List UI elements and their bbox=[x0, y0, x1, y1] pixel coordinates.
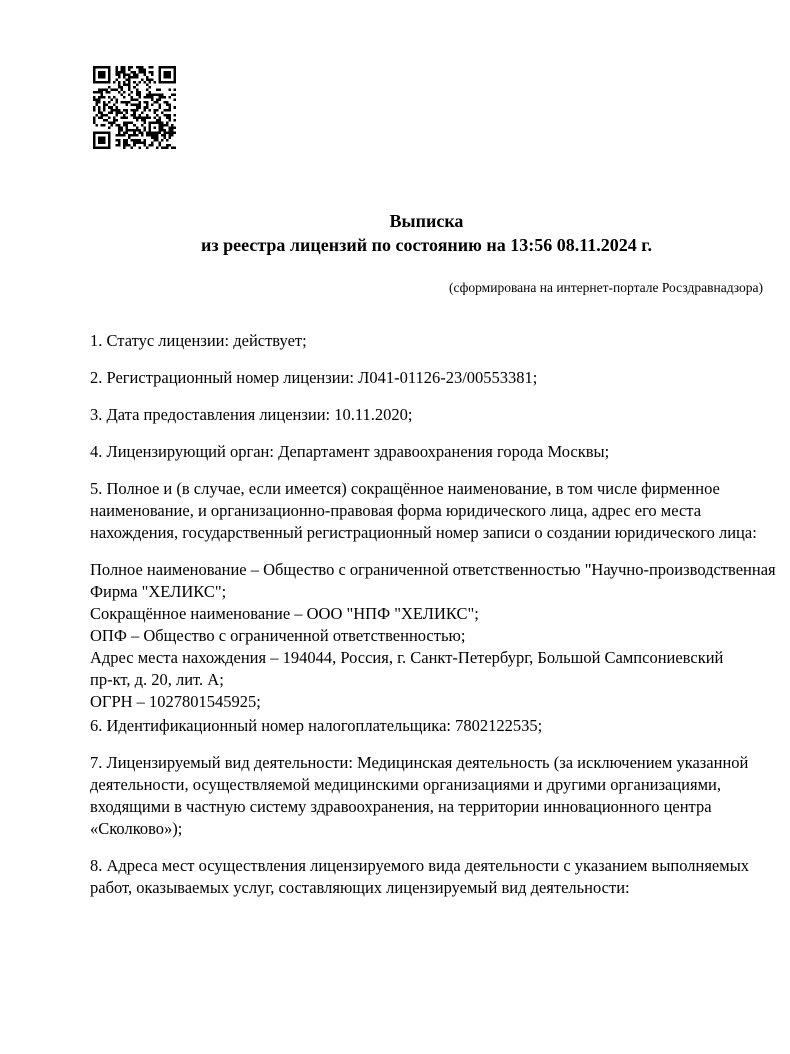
document-paragraph bbox=[90, 441, 763, 463]
formation-note: (сформирована на интернет-портале Росздравнадзора) bbox=[448, 280, 763, 295]
document-line: Сокращённое наименование – ООО "НПФ "ХЕЛИКС"; bbox=[90, 604, 479, 623]
document-line: входящими в частную систему здравоохранения, на территории инновационного центра bbox=[90, 797, 712, 816]
document-line: 7. Лицензируемый вид деятельности: Медицинская деятельность (за исключением указанной bbox=[90, 753, 749, 772]
document-paragraph bbox=[90, 330, 763, 352]
document-paragraph bbox=[90, 715, 763, 737]
document-paragraph bbox=[90, 404, 763, 426]
document-line: Полное наименование – Общество с ограниченной ответственностью "Научно-производственная bbox=[90, 560, 776, 579]
page-title-line2: из реестра лицензий по состоянию на 13:56 08.11.2024 г. bbox=[201, 235, 652, 255]
document-line: Фирма "ХЕЛИКС"; bbox=[90, 582, 227, 601]
document-line: ОПФ – Общество с ограниченной ответственностью; bbox=[90, 626, 466, 645]
document-line: 2. Регистрационный номер лицензии: Л041-01126-23/00553381; bbox=[90, 368, 538, 387]
document-line: 8. Адреса мест осуществления лицензируемого вида деятельности с указанием выполняемых bbox=[90, 856, 750, 875]
document-paragraph bbox=[90, 559, 776, 713]
qr-code bbox=[93, 66, 176, 149]
document-line: «Сколково»); bbox=[90, 819, 183, 838]
document-line: пр-кт, д. 20, лит. А; bbox=[90, 670, 224, 689]
document-line: Адрес места нахождения – 194044, Россия, г. Санкт-Петербург, Большой Сампсониевский bbox=[90, 648, 724, 667]
document-paragraph bbox=[90, 478, 763, 544]
document-line: наименование, и организационно-правовая форма юридического лица, адрес его места bbox=[90, 501, 702, 520]
document-body bbox=[90, 330, 776, 914]
document-line: 6. Идентификационный номер налогоплательщика: 7802122535; bbox=[90, 716, 543, 735]
qr-code-image bbox=[93, 66, 176, 149]
page-title: Выписка bbox=[389, 211, 464, 231]
document-line: 4. Лицензирующий орган: Департамент здравоохранения города Москвы; bbox=[90, 442, 610, 461]
document-line: 5. Полное и (в случае, если имеется) сокращённое наименование, в том числе фирменное bbox=[90, 479, 720, 498]
document-line: 3. Дата предоставления лицензии: 10.11.2020; bbox=[90, 405, 413, 424]
document-line: ОГРН – 1027801545925; bbox=[90, 692, 261, 711]
document-paragraph bbox=[90, 855, 763, 899]
document-line: 1. Статус лицензии: действует; bbox=[90, 331, 307, 350]
document-line: деятельности, осуществляемой медицинскими организациями и другими организациями, bbox=[90, 775, 721, 794]
document-line: нахождения, государственный регистрационный номер записи о создании юридического лица: bbox=[90, 523, 757, 542]
document-line: работ, оказываемых услуг, составляющих лицензируемый вид деятельности: bbox=[90, 878, 630, 897]
document-paragraph bbox=[90, 752, 763, 840]
page-title-block bbox=[90, 209, 763, 257]
document-paragraph bbox=[90, 367, 763, 389]
